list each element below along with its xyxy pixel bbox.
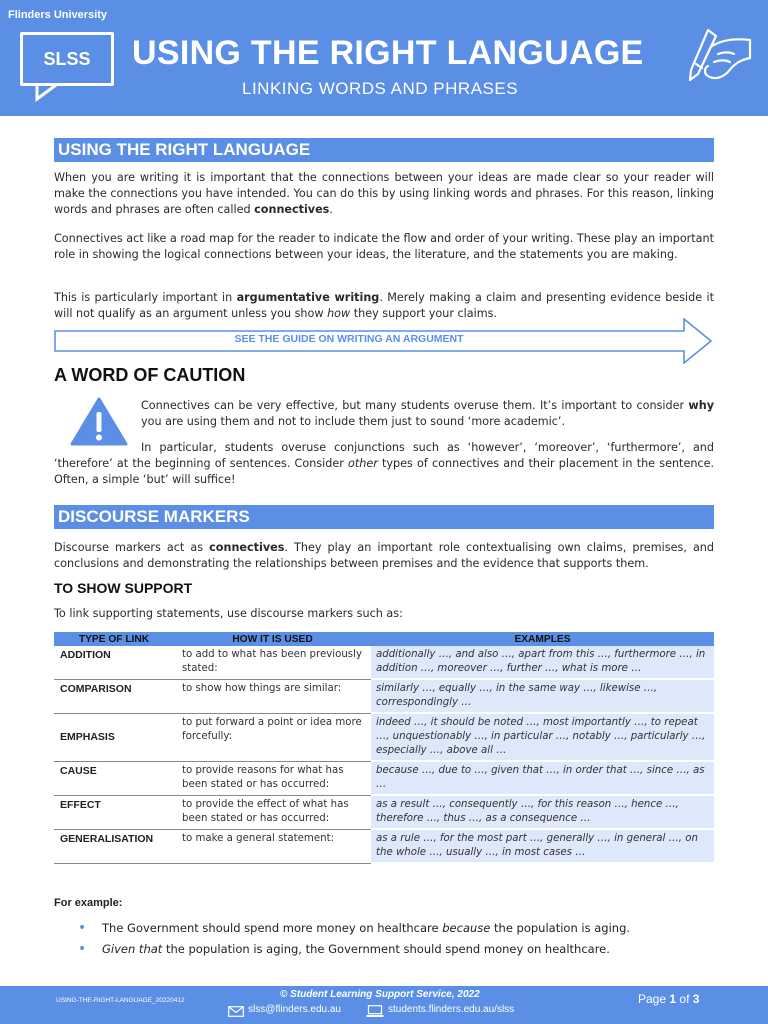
hand-writing-icon bbox=[682, 24, 754, 92]
website-link[interactable]: students.flinders.edu.au/slss bbox=[388, 1004, 515, 1015]
column-header-use: HOW IT IS USED bbox=[174, 632, 371, 646]
text: . Merely making a claim and presenting evidence beside it will not qualify as an argument unless you show bbox=[54, 291, 714, 320]
emphasis-text: Given that bbox=[102, 942, 163, 956]
link-examples: because …, due to …, given that …, in order that …, since …, as … bbox=[371, 761, 714, 795]
text: types of connectives and their placement in the sentence. Often, a simple ‘but’ will suffice! bbox=[54, 457, 715, 486]
argumentative-writing-term: argumentative writing bbox=[236, 291, 380, 304]
table-row bbox=[54, 795, 714, 829]
link-examples: as a result …, consequently …, for this reason …, hence …, therefore …, thus …, as a consequence … bbox=[371, 795, 714, 829]
text: you are using them and not to include them just to sound ‘more academic’. bbox=[141, 415, 565, 428]
page-of: of bbox=[679, 992, 690, 1006]
page-footer bbox=[0, 986, 768, 1024]
discourse-paragraph bbox=[54, 540, 714, 572]
text: . They play an important role contextualising own claims, premises, and conclusions and demonstrating the relationships between premises and the evidence that supports them. bbox=[54, 541, 714, 570]
page-indicator bbox=[638, 992, 699, 1006]
page-label: Page bbox=[638, 992, 667, 1006]
list-item bbox=[78, 918, 630, 939]
link-examples: similarly …, equally …, in the same way …, likewise …, correspondingly … bbox=[371, 679, 714, 713]
text: they support your claims. bbox=[350, 307, 497, 320]
list-item bbox=[78, 939, 630, 960]
intro-paragraph-1 bbox=[54, 170, 714, 218]
computer-icon bbox=[366, 1005, 384, 1018]
table-header-row bbox=[54, 632, 714, 646]
caution-paragraph-1 bbox=[141, 398, 714, 430]
for-example-label: For example: bbox=[54, 897, 123, 909]
slss-logo bbox=[20, 32, 114, 86]
page-number: 1 bbox=[669, 992, 677, 1006]
link-type: EFFECT bbox=[54, 795, 174, 829]
text: In particular, students overuse conjunctions such as ‘however’, ‘moreover’, ‘furthermore’, and ‘therefore’ at the beginning of sentences. Consider bbox=[54, 441, 714, 470]
link-type: CAUSE bbox=[54, 761, 174, 795]
link-type: COMPARISON bbox=[54, 679, 174, 713]
example-list bbox=[78, 918, 630, 960]
argument-guide-label[interactable]: SEE THE GUIDE ON WRITING AN ARGUMENT bbox=[234, 333, 464, 345]
discourse-markers-table bbox=[54, 632, 714, 864]
section-heading-using-right-language: USING THE RIGHT LANGUAGE bbox=[54, 138, 714, 162]
link-use: to put forward a point or idea more forcefully: bbox=[174, 713, 371, 761]
link-type: EMPHASIS bbox=[54, 713, 174, 761]
table-row bbox=[54, 761, 714, 795]
text: Discourse markers act as bbox=[54, 541, 210, 554]
support-intro: To link supporting statements, use discourse markers such as: bbox=[54, 607, 403, 620]
text: This is particularly important in bbox=[54, 291, 237, 304]
institution-name: Flinders University bbox=[8, 9, 108, 21]
why-term: why bbox=[688, 399, 714, 412]
text: When you are writing it is important that the connections between your ideas are made clear so your reader will make the connections you have intended. You can do this by using linking words and phrases. For this reason, linking words and phrases are often called bbox=[54, 171, 714, 216]
link-use: to provide the effect of what has been stated or has occurred: bbox=[174, 795, 371, 829]
page-header bbox=[0, 0, 768, 116]
link-examples: as a rule …, for the most part …, generally …, in general …, on the whole …, usually …, in most cases … bbox=[371, 829, 714, 863]
to-show-support-heading: TO SHOW SUPPORT bbox=[54, 580, 193, 596]
text: the population is aging. bbox=[490, 921, 631, 935]
speech-bubble-tail bbox=[34, 84, 74, 102]
text: The Government should spend more money on healthcare bbox=[102, 921, 443, 935]
section-heading-discourse-markers: DISCOURSE MARKERS bbox=[54, 505, 714, 529]
link-examples: indeed …, it should be noted …, most importantly …, to repeat …, unquestionably …, in particular …, notably …, particularly …, especially …, above all … bbox=[371, 713, 714, 761]
link-type: GENERALISATION bbox=[54, 829, 174, 863]
argument-guide-link[interactable] bbox=[54, 318, 714, 364]
caution-paragraph-2 bbox=[54, 440, 714, 488]
envelope-icon bbox=[228, 1006, 244, 1017]
table-row bbox=[54, 679, 714, 713]
link-examples: additionally …, and also …, apart from this …, furthermore …, in addition …, moreover …, further …, what is more … bbox=[371, 646, 714, 679]
page-subtitle: LINKING WORDS AND PHRASES bbox=[242, 79, 519, 98]
emphasis-text: because bbox=[442, 921, 491, 935]
link-use: to provide reasons for what has been stated or has occurred: bbox=[174, 761, 371, 795]
link-use: to add to what has been previously stated: bbox=[174, 646, 371, 679]
emphasis-text: other bbox=[348, 457, 378, 470]
column-header-type: TYPE OF LINK bbox=[54, 632, 174, 646]
email-link[interactable]: slss@flinders.edu.au bbox=[248, 1004, 341, 1015]
document-code: USING-THE-RIGHT-LANGUAGE_20220412 bbox=[56, 997, 185, 1004]
text: Connectives can be very effective, but many students overuse them. It’s important to consider bbox=[141, 399, 689, 412]
table-row bbox=[54, 829, 714, 863]
intro-paragraph-2: Connectives act like a road map for the reader to indicate the flow and order of your writing. These play an important role in showing the logical connections between your ideas, the literature, and the statements you are making. bbox=[54, 232, 714, 261]
copyright-notice: © Student Learning Support Service, 2022 bbox=[280, 989, 480, 1000]
slss-logo-text: SLSS bbox=[43, 48, 91, 69]
table-row bbox=[54, 646, 714, 679]
connectives-term: connectives bbox=[209, 541, 285, 554]
emphasis-text: how bbox=[327, 307, 351, 320]
link-type: ADDITION bbox=[54, 646, 174, 679]
link-use: to make a general statement: bbox=[174, 829, 371, 863]
column-header-examples: EXAMPLES bbox=[371, 632, 714, 646]
page-title: USING THE RIGHT LANGUAGE bbox=[132, 34, 644, 72]
caution-heading: A WORD OF CAUTION bbox=[54, 365, 246, 385]
text: . bbox=[329, 203, 333, 216]
link-use: to show how things are similar: bbox=[174, 679, 371, 713]
text: the population is aging, the Government should spend money on healthcare. bbox=[162, 942, 610, 956]
table-row bbox=[54, 713, 714, 761]
connectives-term: connectives bbox=[254, 203, 330, 216]
page-total: 3 bbox=[692, 992, 700, 1006]
